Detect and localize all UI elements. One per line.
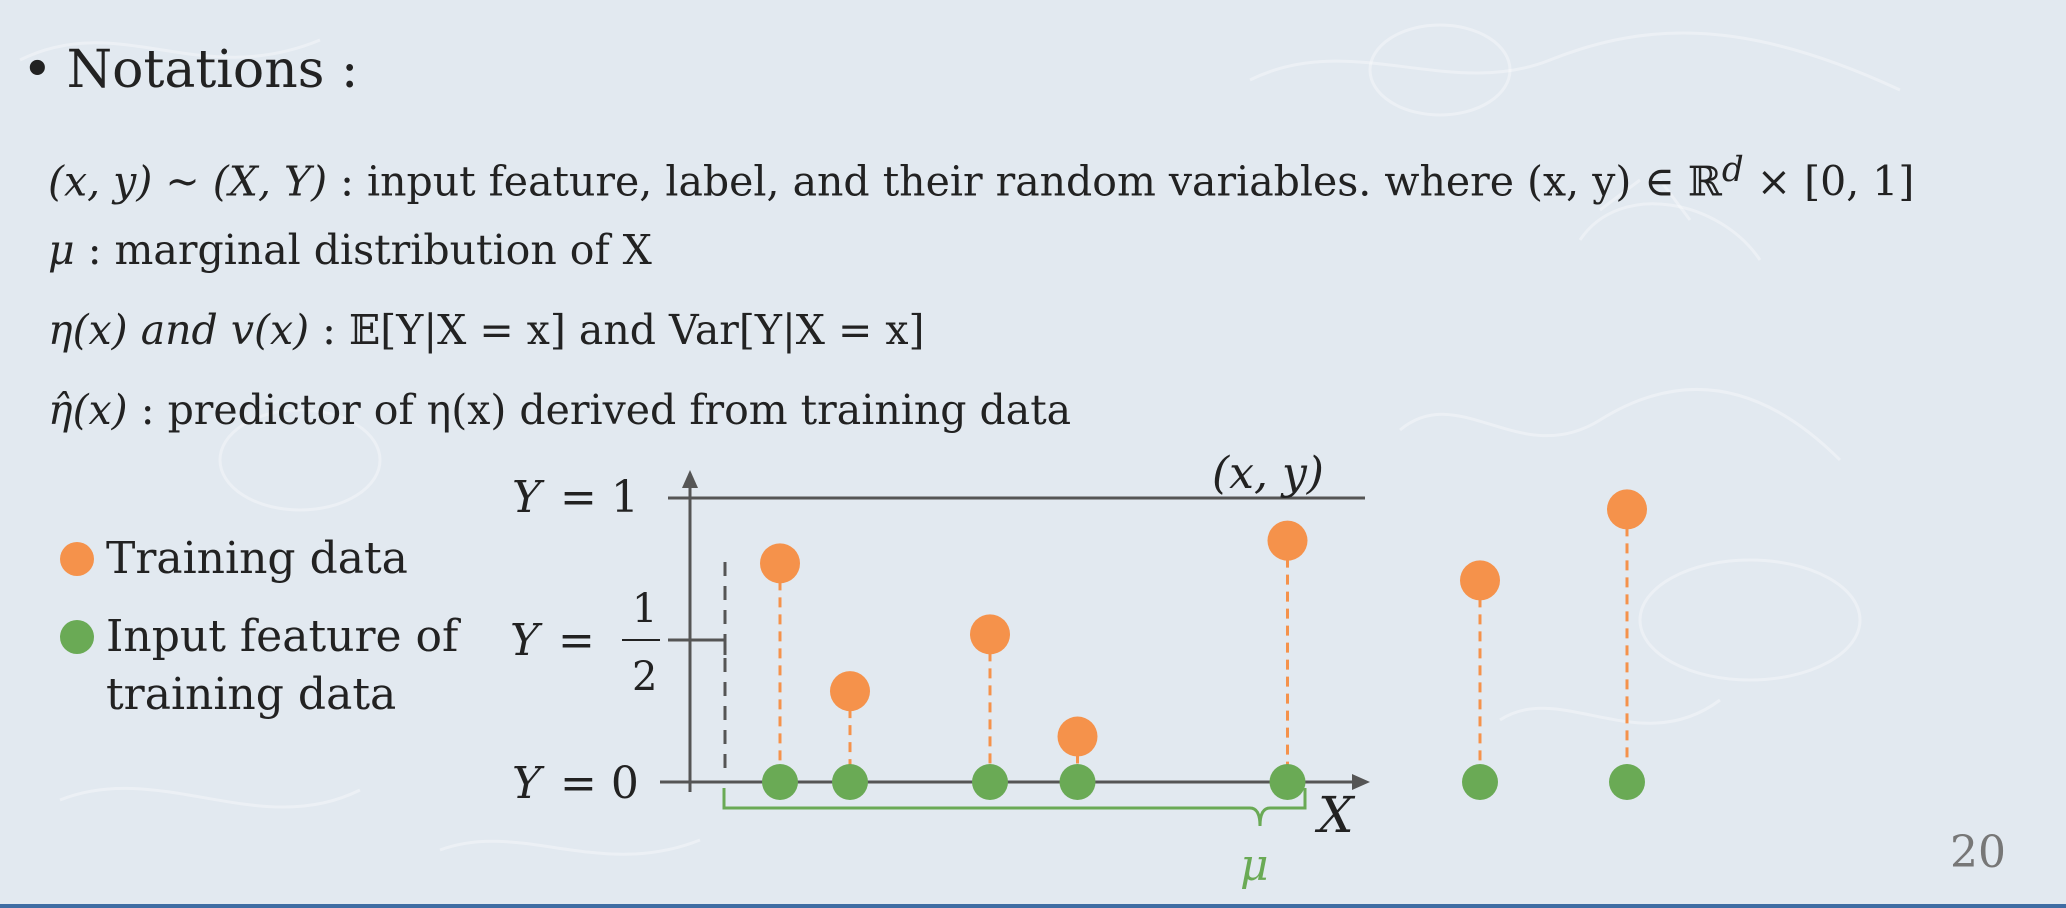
bottom-bar — [0, 904, 2066, 908]
input-feature-point — [1609, 764, 1645, 800]
x-axis-arrow-icon — [1352, 774, 1370, 790]
training-data-point — [1460, 560, 1500, 600]
y-tick-eq-one: = 1 — [560, 472, 639, 523]
x-axis-label: X — [1318, 786, 1354, 844]
definition-text: : marginal distribution of X — [74, 226, 652, 274]
definition-symbol: η(x) and v(x) — [48, 306, 310, 354]
definition-text: : predictor of η(x) derived from training data — [127, 386, 1072, 434]
definition-text: : input feature, label, and their random variables. where (x, y) ∈ ℝ — [327, 157, 1722, 206]
y-tick-half-num: 1 — [632, 586, 658, 632]
chart-marks — [760, 489, 1647, 800]
input-feature-point — [972, 764, 1008, 800]
training-data-point — [830, 671, 870, 711]
y-axis-arrow-icon — [682, 470, 698, 488]
input-feature-point — [832, 764, 868, 800]
training-data-point — [1268, 521, 1308, 561]
y-tick-label-half: Y — [510, 615, 540, 666]
y-tick-label-one: Y — [512, 472, 542, 523]
chart-axes — [510, 470, 1370, 809]
point-annotation: (x, y) — [1212, 448, 1324, 499]
y-tick-label-zero: Y — [512, 758, 542, 809]
mu-label: μ — [1240, 840, 1269, 891]
definition-text: : 𝔼[Y|X = x] and Var[Y|X = x] — [309, 306, 925, 354]
y-tick-eq-half: = — [558, 615, 595, 666]
bullet-icon: • — [22, 40, 53, 100]
training-data-point — [760, 543, 800, 583]
training-data-point — [970, 614, 1010, 654]
definition-symbol: (x, y) ~ (X, Y) — [48, 157, 328, 206]
slide-title: • Notations : — [22, 40, 359, 100]
legend-item-input-feature: Input feature of training data — [60, 608, 458, 724]
training-data-point — [1058, 717, 1098, 757]
legend-item-training-data: Training data — [60, 530, 458, 588]
input-feature-point — [1270, 764, 1306, 800]
definition-symbol: μ — [48, 226, 75, 274]
input-feature-point — [1462, 764, 1498, 800]
y-tick-eq-zero: = 0 — [560, 758, 639, 809]
y-tick-half-den: 2 — [632, 654, 658, 700]
input-feature-point — [762, 764, 798, 800]
definition-symbol: η̂(x) — [48, 386, 128, 434]
mu-brace — [724, 788, 1305, 826]
training-data-point — [1607, 489, 1647, 529]
definition-tail: × [0, 1] — [1743, 157, 1915, 206]
definition-superscript: d — [1721, 150, 1744, 190]
page-number: 20 — [1950, 827, 2006, 878]
input-feature-point — [1060, 764, 1096, 800]
